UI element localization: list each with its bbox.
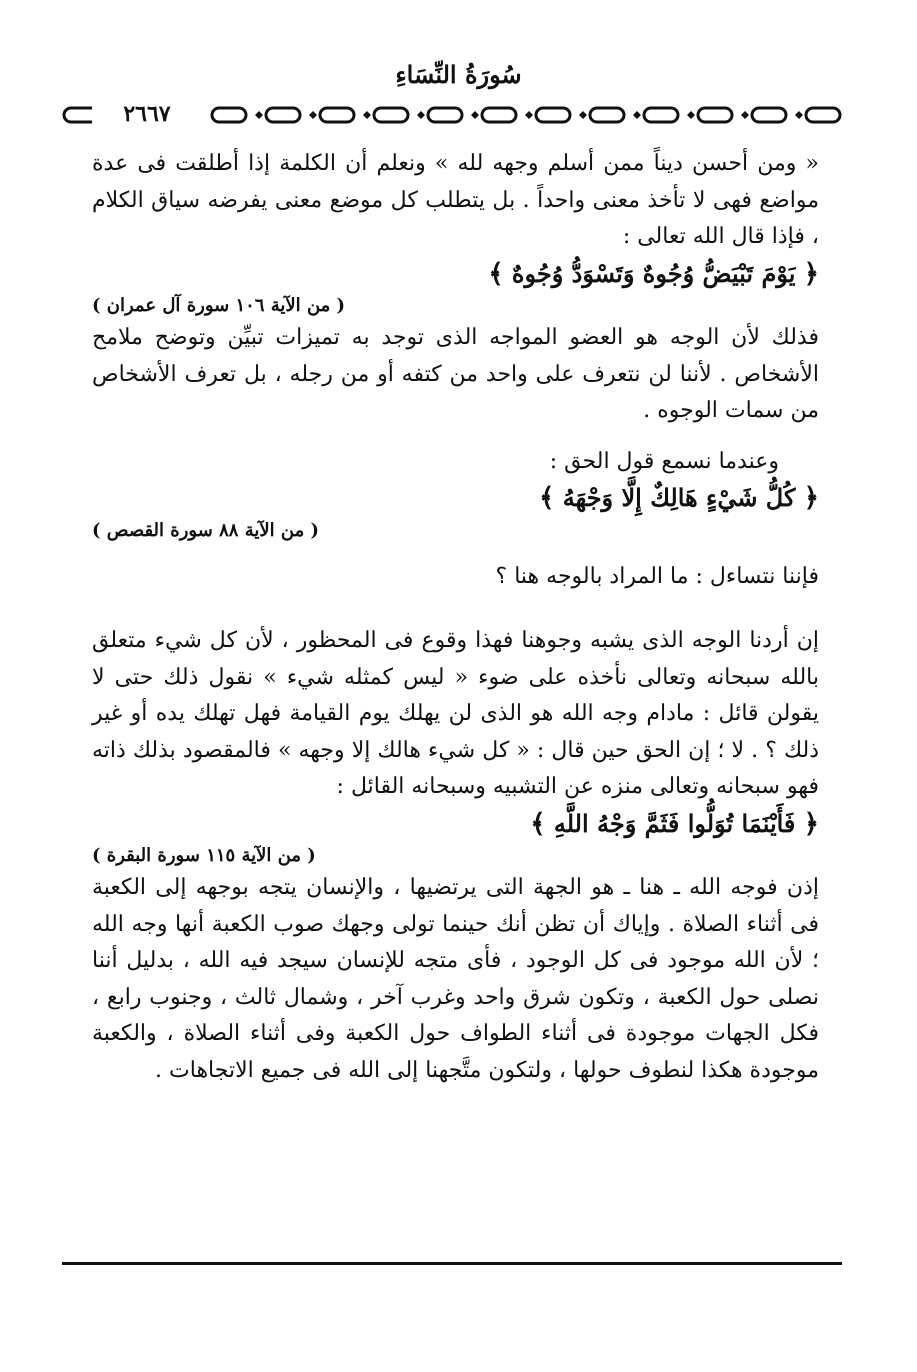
verse-open-bracket: ﴿ [803, 483, 819, 513]
footer-divider [62, 1262, 842, 1265]
verse-close-bracket: ﴾ [530, 808, 546, 839]
surah-title: سُورَةُ النِّسَاءِ [395, 60, 522, 89]
paragraph-2: فذلك لأن الوجه هو العضو المواجه الذى توجد به تميزات تبيِّن وتوضح ملامح الأشخاص . لأننا لن نتعرف على واحد من كتفه أو من رجله ، بل تعرف الأشخاص من سمات الوجوه . [92, 325, 819, 423]
verse-1-text: يَوْمَ تَبْيَضُّ وُجُوهٌ وَتَسْوَدُّ وُجُوهٌ [511, 258, 796, 288]
paragraph-4: فإننا نتساءل : ما المراد بالوجه هنا ؟ [495, 563, 819, 589]
paragraph-3: وعندما نسمع قول الحق : [549, 448, 779, 474]
page-number: ٢٦٦٧ [92, 99, 202, 129]
header-ornament-bar [62, 102, 842, 128]
paragraph-1: « ومن أحسن ديناً ممن أسلم وجهه لله » ونعلم أن الكلمة إذا أطلقت فى عدة مواضع فهى لا تأخذ معنى واحداً . بل يتطلب كل موضع معنى يفرضه سياق الكلام ، فإذا قال الله تعالى : [92, 151, 819, 249]
verse-1-source: ( من الآية ١٠٦ سورة آل عمران ) [92, 295, 346, 316]
verse-2-source: ( من الآية ٨٨ سورة القصص ) [92, 519, 320, 541]
quran-verse-2 [92, 480, 819, 517]
paragraph-5: إن أردنا الوجه الذى يشبه وجوهنا فهذا وقوع فى المحظور ، لأن كل شيء متعلق بالله سبحانه وتعالى نأخذه على ضوء « ليس كمثله شيء » نقول ذلك حتى لا يقولن قائل : مادام وجه الله هو الذى لن يهلك يوم القيامة فهل تهلك يده أو غير ذلك ؟ . لا ؛ إن الحق حين قال : « كل شيء هالك إلا وجهه » فالمقصود بذلك ذاته فهو سبحانه وتعالى منزه عن التشبيه وسبحانه القائل : [92, 628, 819, 799]
page-body [92, 146, 819, 1089]
verse-3-source: ( من الآية ١١٥ سورة البقرة ) [92, 845, 316, 866]
paragraph-6: إذن فوجه الله ـ هنا ـ هو الجهة التى يرتضيها ، والإنسان يتجه بوجهه إلى الكعبة فى أثناء الصلاة . وإياك أن تظن أنك حينما تولى وجهك صوب الكعبة أنها وجه الله ؛ لأن الله موجود فى كل الوجود ، فأى متجه للإنسان سيجد فيه الله ، بدليل أننا نصلى حول الكعبة ، وتكون شرق واحد وغرب آخر ، وشمال ثالث ، وجنوب رابع ، فكل الجهات موجودة فى أثناء الطواف حول الكعبة وفى أثناء الصلاة ، والكعبة موجودة هكذا لنطوف حولها ، ولتكون متَّجهنا إلى الله فى جميع الاتجاهات . [92, 875, 819, 1083]
quran-verse-1 [92, 256, 819, 293]
verse-2-text: كُلُّ شَيْءٍ هَالِكٌ إِلَّا وَجْهَهُ [562, 483, 796, 512]
verse-open-bracket: ﴿ [803, 258, 819, 289]
verse-close-bracket: ﴾ [488, 258, 504, 289]
verse-3-text: فَأَيْنَمَا تُوَلُّوا فَثَمَّ وَجْهُ اللَّهِ [553, 808, 796, 838]
verse-open-bracket: ﴿ [803, 808, 819, 839]
quran-verse-3 [92, 806, 819, 843]
verse-close-bracket: ﴾ [539, 483, 555, 513]
